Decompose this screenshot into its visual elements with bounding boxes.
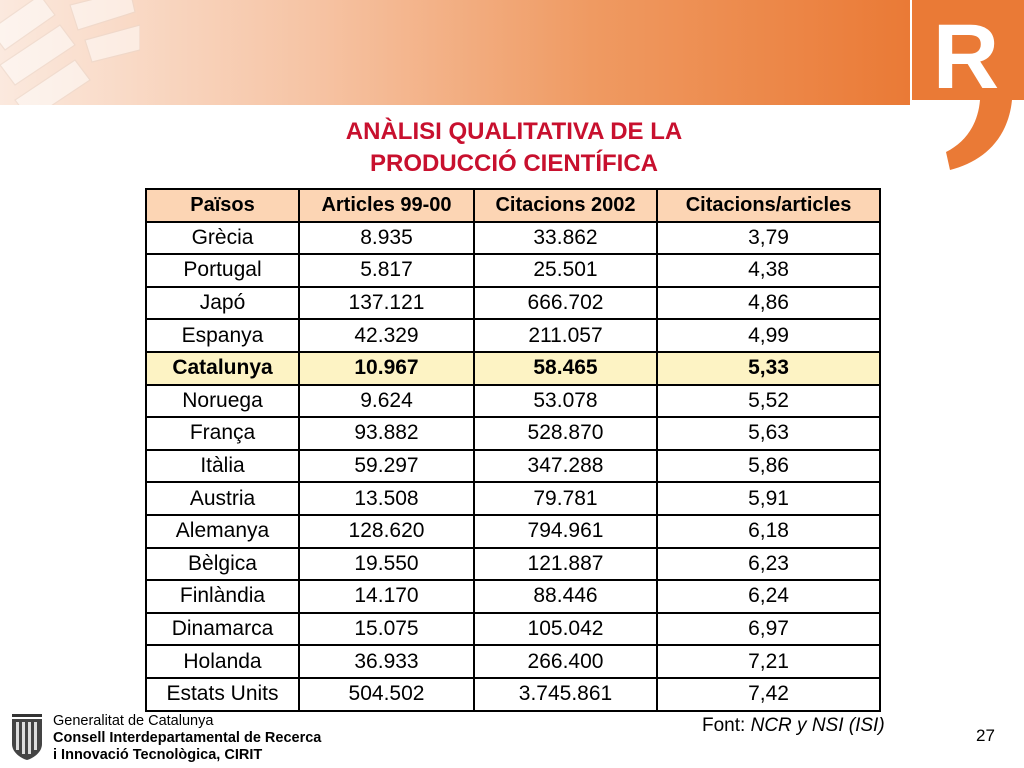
table-row [146,450,880,483]
footer-line-2: Consell Interdepartamental de Recerca [53,730,322,746]
title-line-1: ANÀLISI QUALITATIVA DE LA [345,118,683,145]
cell-country: Austria [146,482,299,515]
table-row [146,385,880,418]
cell-articles: 15.075 [299,613,474,646]
cell-ratio: 4,38 [657,254,880,287]
cell-articles: 10.967 [299,352,474,385]
title-line-2: PRODUCCIÓ CIENTÍFICA [370,150,658,177]
cell-country: Portugal [146,254,299,287]
coat-of-arms-watermark-icon [0,0,140,105]
cell-citations: 53.078 [474,385,657,418]
cell-citations: 3.745.861 [474,678,657,711]
cell-country: Itàlia [146,450,299,483]
generalitat-seal-icon [8,714,46,760]
cell-citations: 58.465 [474,352,657,385]
cell-ratio: 4,99 [657,319,880,352]
cell-country: Dinamarca [146,613,299,646]
footer-line-3: i Innovació Tecnològica, CIRIT [53,747,263,763]
r-logo-icon [910,0,1024,175]
table-row [146,287,880,320]
cell-citations: 121.887 [474,548,657,581]
footer-institution [53,713,321,764]
cell-country: Noruega [146,385,299,418]
cell-citations: 266.400 [474,645,657,678]
source-label: Font: [702,715,746,736]
header-countries: Països [146,189,299,222]
cell-articles: 5.817 [299,254,474,287]
cell-country: Catalunya [146,352,299,385]
svg-text:R: R [932,6,1000,108]
cell-ratio: 7,21 [657,645,880,678]
cell-country: Bèlgica [146,548,299,581]
table-row [146,678,880,711]
cell-ratio: 5,52 [657,385,880,418]
table-header-row [146,189,880,222]
table-row [146,254,880,287]
cell-articles: 8.935 [299,222,474,255]
cell-country: Holanda [146,645,299,678]
table-row-highlighted [146,352,880,385]
cell-citations: 528.870 [474,417,657,450]
table-row [146,580,880,613]
cell-ratio: 5,91 [657,482,880,515]
cell-citations: 666.702 [474,287,657,320]
table-row [146,222,880,255]
cell-country: França [146,417,299,450]
cell-citations: 25.501 [474,254,657,287]
cell-articles: 9.624 [299,385,474,418]
header-band [0,0,910,105]
cell-ratio: 7,42 [657,678,880,711]
cell-articles: 93.882 [299,417,474,450]
cell-citations: 347.288 [474,450,657,483]
cell-articles: 137.121 [299,287,474,320]
cell-articles: 42.329 [299,319,474,352]
page-number: 27 [976,726,995,745]
header-articles: Articles 99-00 [299,189,474,222]
citations-table [145,188,881,712]
table-row [146,319,880,352]
table-row [146,482,880,515]
cell-country: Finlàndia [146,580,299,613]
cell-ratio: 3,79 [657,222,880,255]
cell-articles: 19.550 [299,548,474,581]
cell-country: Espanya [146,319,299,352]
table-row [146,548,880,581]
source-note [702,715,885,737]
table-row [146,515,880,548]
table-row [146,645,880,678]
cell-citations: 79.781 [474,482,657,515]
header-citations: Citacions 2002 [474,189,657,222]
cell-ratio: 4,86 [657,287,880,320]
cell-ratio: 5,33 [657,352,880,385]
cell-articles: 128.620 [299,515,474,548]
source-value: NCR y NSI (ISI) [750,715,885,736]
table-row [146,417,880,450]
cell-articles: 36.933 [299,645,474,678]
table-row [146,613,880,646]
cell-country: Grècia [146,222,299,255]
cell-citations: 105.042 [474,613,657,646]
cell-ratio: 6,23 [657,548,880,581]
cell-country: Estats Units [146,678,299,711]
cell-articles: 14.170 [299,580,474,613]
cell-ratio: 6,24 [657,580,880,613]
cell-citations: 211.057 [474,319,657,352]
cell-citations: 88.446 [474,580,657,613]
page-title [150,116,878,180]
footer-line-1: Generalitat de Catalunya [53,713,214,729]
cell-citations: 33.862 [474,222,657,255]
cell-country: Alemanya [146,515,299,548]
cell-ratio: 6,97 [657,613,880,646]
cell-ratio: 6,18 [657,515,880,548]
cell-ratio: 5,63 [657,417,880,450]
cell-articles: 504.502 [299,678,474,711]
cell-citations: 794.961 [474,515,657,548]
header-citations-per-article: Citacions/articles [657,189,880,222]
cell-articles: 59.297 [299,450,474,483]
cell-articles: 13.508 [299,482,474,515]
cell-ratio: 5,86 [657,450,880,483]
cell-country: Japó [146,287,299,320]
